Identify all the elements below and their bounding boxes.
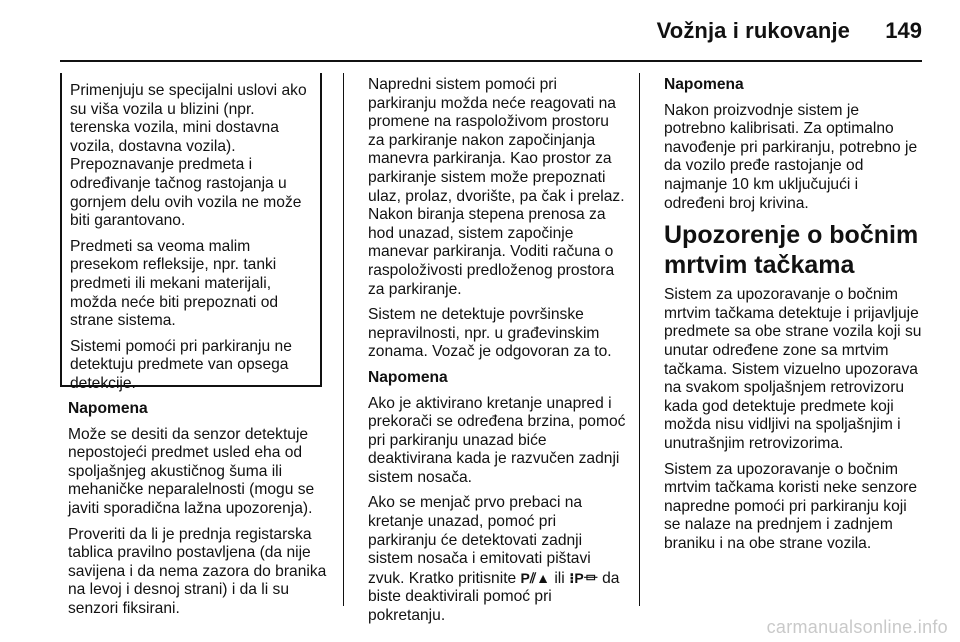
body-paragraph: Sistem za upozoravanje o bočnim mrtvim tačkama detektuje i prijavljuje predmete sa obe strane vozila koji su unutar određene zone sa mrtvim tačkama. Sistem vizuelno upozorava na svakom spoljašnjem retrovizoru kada god detektuje predmete koji možda nisu vidljivi na spoljašnjim i unutrašnjim retrovizorima. [664,286,922,452]
park-assist-button-icon: P⫽▲ [520,569,550,586]
caution-paragraph: Predmeti sa veoma malim presekom refleksije, npr. tanki predmeti ili mekani materijali, možda neće biti prepoznati od strane sistema. [70,237,279,330]
column-2 [368,76,626,633]
note-text: Može se desiti da senzor detektuje nepostojeći predmet usled eha od spoljašnjeg akustičnog šuma ili mehaničke neparalelnosti (mogu se javiti sporadična lažna upozorenja). [68,425,315,517]
note-title: Napomena [68,400,148,417]
note-text: Ako je aktivirano kretanje unapred i prekorači se određena brzina, pomoć pri parkiranju unazad biće deaktivirana kada je razvučen zadnji sistem nosača. [368,394,626,486]
body-paragraph: Sistem ne detektuje površinske nepravilnosti, npr. u građevinskim zonama. Vozač je odgovoran za to. [368,306,612,361]
text-after-symbols: da biste deaktivirali pomoć pri pokretanju. [368,569,620,625]
column-1-lower [68,400,330,626]
body-paragraph: Sistem za upozoravanje o bočnim mrtvim tačkama koristi neke senzore napredne pomoći pri parkiranju koji se nalaze na prednjem i zadnjem braniku i na obe strane vozila. [664,460,918,552]
column-3 [664,76,922,560]
body-paragraph: Napredni sistem pomoći pri parkiranju možda neće reagovati na promene na raspoloživom prostoru za parkiranje nakon započinjanja manevra parkiranja. Kao prostor za parkiranje sistem može prepoznati ulaz, prolaz, dvorište, pa čak i prelaz. Nakon biranja stepena prenosa za hod unazad, sistem započinje manevar parkiranja. Voditi računa o raspoloživosti predloženog prostora za parkiranje. [368,76,625,298]
caution-box [60,73,322,392]
caution-paragraph: Primenjuju se specijalni uslovi ako su viša vozila u blizini (npr. terenska vozila, mini dostavna vozila, dostavna vozila). Prepoznavanje predmeta i određivanje tačnog rastojanja u gornjem delu ovih vozila ne može biti garantovano. [70,82,307,230]
page-number: 149 [885,18,922,43]
note-text: Nakon proizvodnje sistem je potrebno kalibrisati. Za optimalno navođenje pri parkiranju, potrebno je da vozilo pređe rastojanje od najmanje 10 km uključujući i određeni broj krivina. [664,101,918,212]
body-paragraph: Proveriti da li je prednja registarska tablica pravilno postavljena (da nije savijena i da nema zazora do branika na levoj i desnoj strani) i da li su senzori fiksirani. [68,525,327,617]
body-paragraph [368,494,626,625]
note-title: Napomena [368,368,448,386]
caution-paragraph: Sistemi pomoći pri parkiranju ne detektuju predmete van opsega detekcije. [70,337,292,392]
header-rule [60,60,922,62]
header-title: Vožnja i rukovanje [656,18,850,43]
text-or: ili [554,569,565,587]
text-before-symbols: Ako se menjač prvo prebaci na kretanje unazad, pomoć pri parkiranju će detektovati zadnji sistem nosača i emitovati pištavi zvuk. Kratko pritisnite [368,494,591,587]
watermark: carmanualsonline.info [766,617,948,637]
park-assist-off-icon: ⁝P⏛ [569,569,598,586]
section-heading: Upozorenje o bočnim mrtvim tačkama [664,221,919,280]
column-divider-2 [639,73,640,606]
column-divider-1 [343,73,344,606]
note-title: Napomena [664,76,744,93]
